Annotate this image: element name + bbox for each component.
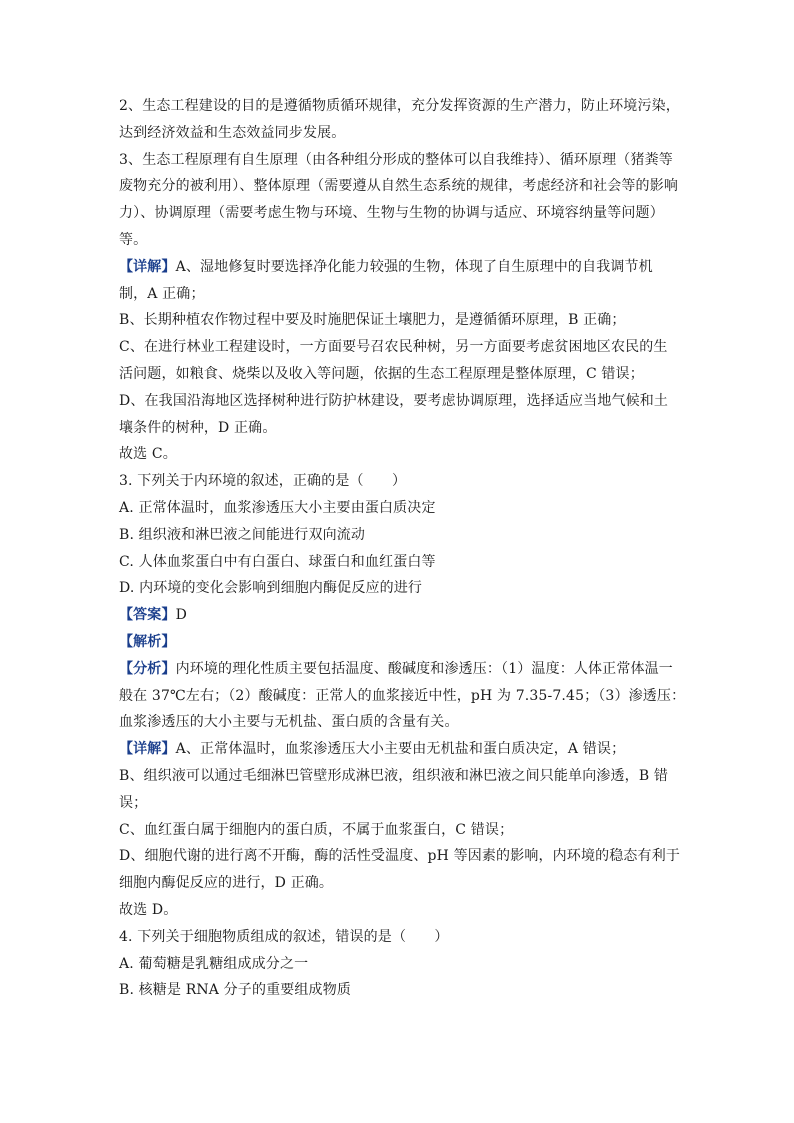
text-line xyxy=(119,977,684,1004)
text-line xyxy=(119,468,684,495)
line-text: 达到经济效益和生态效益同步发展。 xyxy=(119,124,346,141)
line-text: 壤条件的树种，D 正确。 xyxy=(119,419,277,436)
line-text: 3. 下列关于内环境的叙述，正确的是（ ） xyxy=(119,473,407,490)
text-line xyxy=(119,870,684,897)
text-line xyxy=(119,817,684,844)
section-tag: 【解析】 xyxy=(119,633,176,650)
line-text: C. 人体血浆蛋白中有白蛋白、球蛋白和血红蛋白等 xyxy=(119,553,436,570)
text-line xyxy=(119,334,684,361)
line-text: 故选 D。 xyxy=(119,901,178,918)
line-text: A、湿地修复时要选择净化能力较强的生物，体现了自生原理中的自我调节机 xyxy=(175,258,653,275)
line-text: 制，A 正确； xyxy=(119,285,205,302)
line-text: 内环境的理化性质主要包括温度、酸碱度和渗透压：（1）温度：人体正常体温一 xyxy=(175,660,673,677)
text-line xyxy=(119,361,684,388)
line-text: 般在 37℃左右；（2）酸碱度：正常人的血浆接近中性，pH 为 7.35-7.45；（3）渗透压： xyxy=(119,687,686,704)
text-line xyxy=(119,307,684,334)
text-line xyxy=(119,709,684,736)
text-line xyxy=(119,281,684,308)
line-text: A. 葡萄糖是乳糖组成成分之一 xyxy=(119,955,309,972)
text-line xyxy=(119,924,684,951)
section-tag: 【分析】 xyxy=(119,660,176,677)
line-text: 4. 下列关于细胞物质组成的叙述，错误的是（ ） xyxy=(119,928,449,945)
section-tag: 【详解】 xyxy=(119,741,176,758)
text-line xyxy=(119,629,684,656)
text-line xyxy=(119,763,684,790)
text-line xyxy=(119,388,684,415)
line-text: A. 正常体温时，血浆渗透压大小主要由蛋白质决定 xyxy=(119,499,436,516)
line-text: 2、生态工程建设的目的是遵循物质循环规律，充分发挥资源的生产潜力，防止环境污染， xyxy=(119,98,680,114)
line-text: 细胞内酶促反应的进行，D 正确。 xyxy=(119,875,334,892)
text-line xyxy=(119,736,684,763)
text-line xyxy=(119,93,684,120)
line-text: D、在我国沿海地区选择树种进行防护林建设，要考虑协调原理，选择适应当地气候和土 xyxy=(119,392,669,409)
text-line xyxy=(119,549,684,576)
line-text: 力）、协调原理（需要考虑生物与环境、生物与生物的协调与适应、环境容纳量等问题） xyxy=(119,205,664,222)
line-text: D、细胞代谢的进行离不开酶，酶的活性受温度、pH 等因素的影响，内环境的稳态有利于 xyxy=(119,848,680,865)
line-text: 3、生态工程原理有自生原理（由各种组分形成的整体可以自我维持）、循环原理（猪粪等 xyxy=(119,151,673,168)
text-line xyxy=(119,147,684,174)
text-line xyxy=(119,495,684,522)
text-line xyxy=(119,897,684,924)
section-tag: 【详解】 xyxy=(119,258,176,275)
line-text: C、在进行林业工程建设时，一方面要号召农民种树，另一方面要考虑贫困地区农民的生 xyxy=(119,339,668,356)
line-text: 废物充分的被利用）、整体原理（需要遵从自然生态系统的规律，考虑经济和社会等的影响 xyxy=(119,178,678,195)
text-line xyxy=(119,575,684,602)
line-text: 故选 C。 xyxy=(119,446,177,463)
line-text: 血浆渗透压的大小主要与无机盐、蛋白质的含量有关。 xyxy=(119,714,459,731)
text-line xyxy=(119,522,684,549)
text-line xyxy=(119,227,684,254)
text-line xyxy=(119,790,684,817)
text-line xyxy=(119,441,684,468)
text-line xyxy=(119,173,684,200)
text-line xyxy=(119,415,684,442)
text-line xyxy=(119,843,684,870)
section-tag: 【答案】 xyxy=(119,607,176,624)
text-line xyxy=(119,200,684,227)
line-text: B. 组织液和淋巴液之间能进行双向流动 xyxy=(119,526,366,543)
line-text: A、正常体温时，血浆渗透压大小主要由无机盐和蛋白质决定，A 错误； xyxy=(175,741,626,758)
line-text: D. 内环境的变化会影响到细胞内酶促反应的进行 xyxy=(119,580,423,597)
line-text: B、组织液可以通过毛细淋巴管壁形成淋巴液，组织液和淋巴液之间只能单向渗透，B 错 xyxy=(119,767,669,784)
line-text: C、血红蛋白属于细胞内的蛋白质，不属于血浆蛋白，C 错误； xyxy=(119,821,514,838)
line-text: 误； xyxy=(119,794,148,811)
document-body xyxy=(119,93,684,1004)
line-text: 活问题，如粮食、烧柴以及收入等问题，依据的生态工程原理是整体原理，C 错误； xyxy=(119,365,644,382)
text-line xyxy=(119,683,684,710)
text-line xyxy=(119,602,684,629)
line-text: 等。 xyxy=(119,231,148,248)
line-text: B、长期种植农作物过程中要及时施肥保证土壤肥力，是遵循循环原理，B 正确； xyxy=(119,312,626,329)
text-line xyxy=(119,656,684,683)
text-line xyxy=(119,120,684,147)
line-text: B. 核糖是 RNA 分子的重要组成物质 xyxy=(119,982,351,999)
text-line xyxy=(119,951,684,978)
line-text: D xyxy=(175,607,187,624)
text-line xyxy=(119,254,684,281)
